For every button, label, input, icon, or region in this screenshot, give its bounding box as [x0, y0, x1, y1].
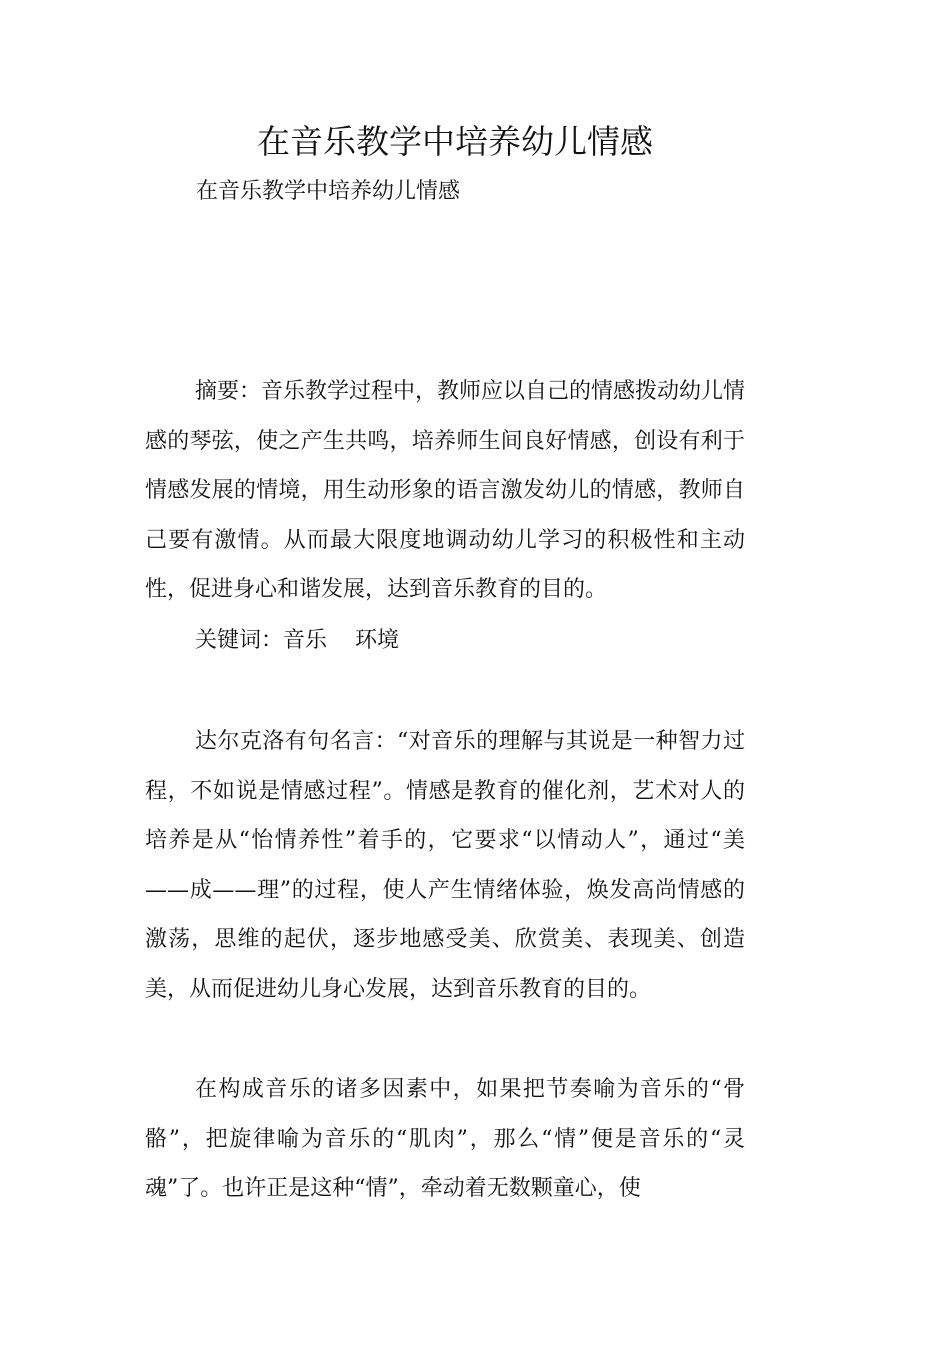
- keywords-label: 关键词：: [195, 628, 284, 653]
- abstract-paragraph: 摘要：音乐教学过程中，教师应以自己的情感拨动幼儿情感的琴弦，使之产生共鸣，培养师生间良好情感，创设有利于情感发展的情境，用生动形象的语言激发幼儿的情感，教师自己要有激情。从而最大限度地调动幼儿学习的积极性和主动性，促进身心和谐发展，达到音乐教育的目的。: [145, 379, 746, 602]
- keyword-item: 音乐: [283, 628, 328, 653]
- document-subtitle: 在音乐教学中培养幼儿情感: [196, 179, 461, 204]
- document-title: 在音乐教学中培养幼儿情感: [257, 122, 653, 161]
- body-paragraph: 达尔克洛有句名言：“对音乐的理解与其说是一种智力过程，不如说是情感过程”。情感是教育的催化剂，艺术对人的培养是从“怡情养性”着手的，它要求“以情动人”，通过“美——成——理”的过程，使人产生情绪体验，焕发高尚情感的激荡，思维的起伏，逐步地感受美、欣赏美、表现美、创造美，从而促进幼儿身心发展，达到音乐教育的目的。: [145, 729, 745, 1002]
- body-paragraph: 在构成音乐的诸多因素中，如果把节奏喻为音乐的“骨骼”，把旋律喻为音乐的“肌肉”，那么“情”便是音乐的“灵魂”了。也许正是这种“情”，牵动着无数颗童心，使: [145, 1077, 745, 1201]
- keyword-item: 环境: [355, 628, 400, 653]
- keywords-line: [145, 616, 745, 666]
